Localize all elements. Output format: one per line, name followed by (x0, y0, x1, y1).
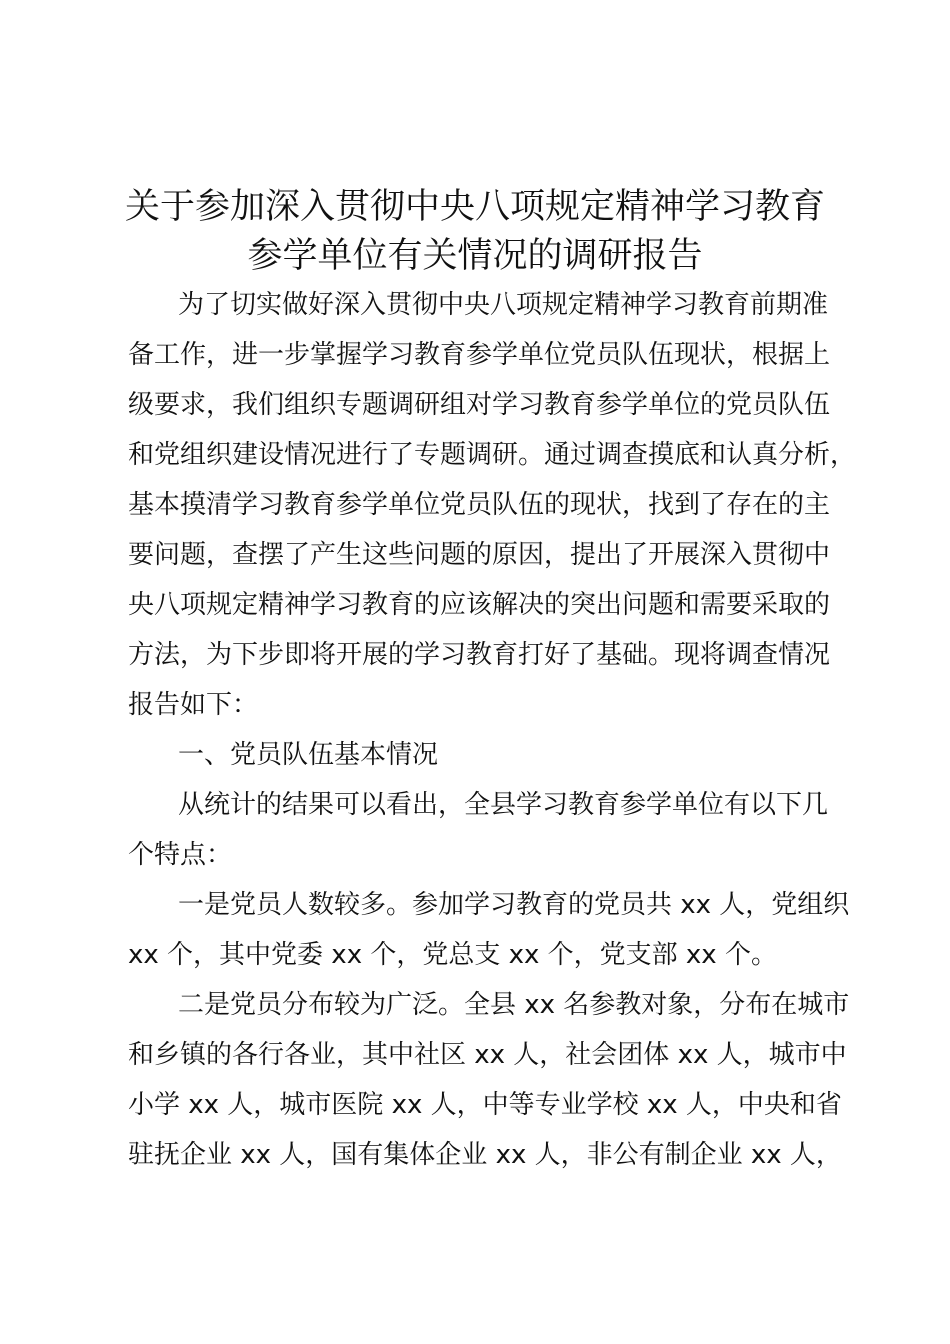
paragraph-line: 方法，为下步即将开展的学习教育打好了基础。现将调查情况 (128, 640, 831, 670)
paragraph-line: 级要求，我们组织专题调研组对学习教育参学单位的党员队伍 (128, 390, 831, 420)
document-title-line-1: 关于参加深入贯彻中央八项规定精神学习教育 (124, 187, 825, 227)
paragraph-line: 小学 xx 人，城市医院 xx 人，中等专业学校 xx 人，中央和省 (128, 1090, 842, 1120)
paragraph-line: xx 个，其中党委 xx 个，党总支 xx 个，党支部 xx 个。 (128, 940, 777, 970)
paragraph-line: 备工作，进一步掌握学习教育参学单位党员队伍现状，根据上 (128, 340, 831, 370)
paragraph-line: 一是党员人数较多。参加学习教育的党员共 xx 人，党组织 (178, 890, 850, 920)
paragraph-line: 个特点： (128, 840, 233, 870)
section-heading: 一、党员队伍基本情况 (178, 740, 439, 770)
paragraph-line: 和乡镇的各行各业，其中社区 xx 人，社会团体 xx 人，城市中 (128, 1040, 847, 1070)
paragraph-line: 报告如下： (128, 690, 259, 720)
paragraph-line: 央八项规定精神学习教育的应该解决的突出问题和需要采取的 (128, 590, 831, 620)
paragraph-line: 驻抚企业 xx 人，国有集体企业 xx 人，非公有制企业 xx 人， (128, 1140, 842, 1170)
paragraph-line: 二是党员分布较为广泛。全县 xx 名参教对象，分布在城市 (178, 990, 850, 1020)
paragraph-line: 从统计的结果可以看出，全县学习教育参学单位有以下几 (178, 790, 829, 820)
paragraph-line: 基本摸清学习教育参学单位党员队伍的现状，找到了存在的主 (128, 490, 831, 520)
paragraph-line: 和党组织建设情况进行了专题调研。通过调查摸底和认真分析， (128, 440, 857, 470)
document-title-line-2: 参学单位有关情况的调研报告 (247, 236, 703, 276)
paragraph-line: 要问题，查摆了产生这些问题的原因，提出了开展深入贯彻中 (128, 540, 831, 570)
paragraph-line: 为了切实做好深入贯彻中央八项规定精神学习教育前期准 (178, 290, 829, 320)
